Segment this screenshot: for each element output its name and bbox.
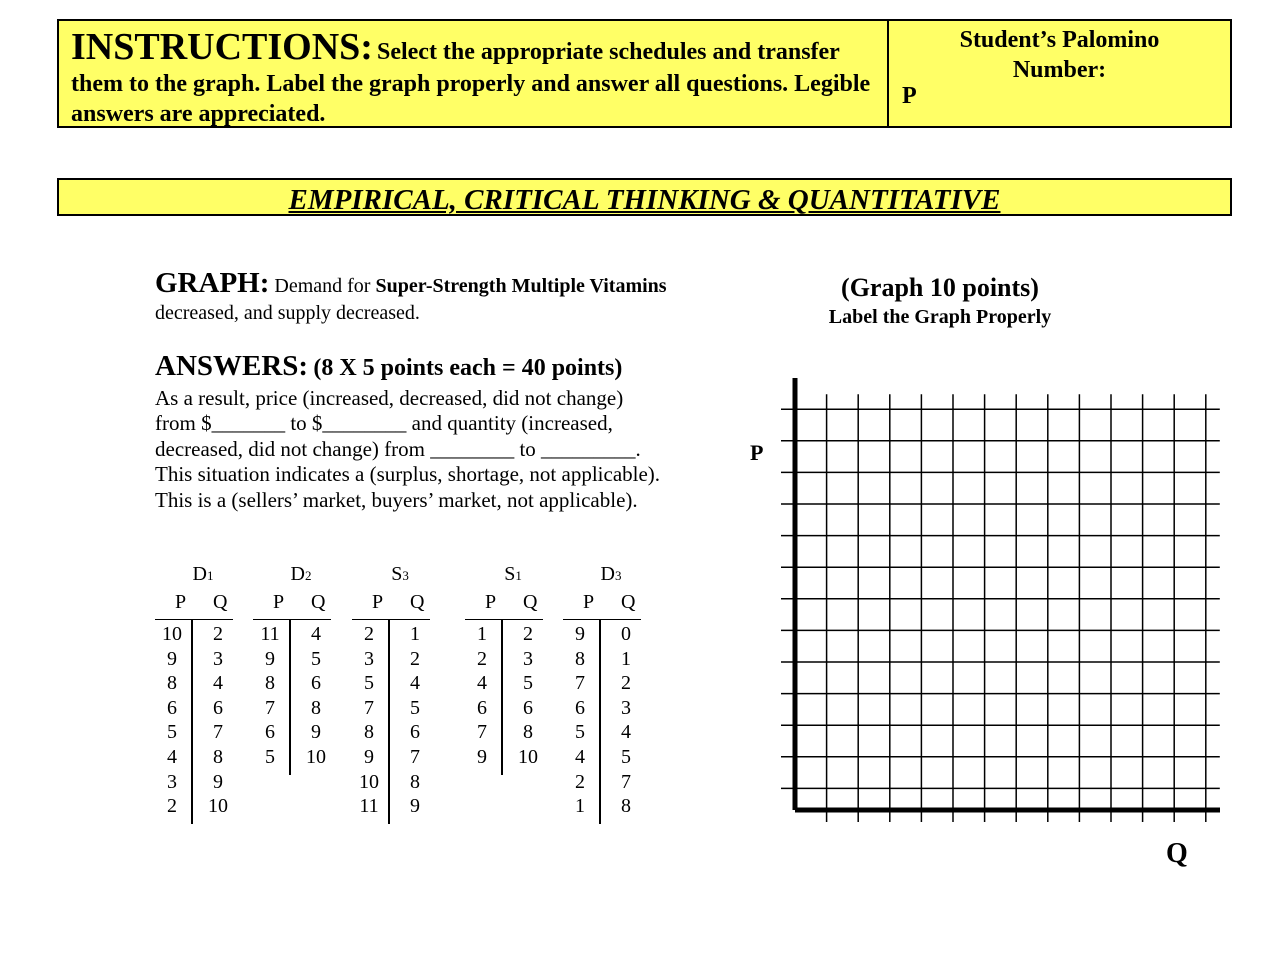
- quantity-cell: 7: [410, 745, 420, 768]
- price-cell: 8: [575, 647, 585, 670]
- quantity-cell: 5: [410, 696, 420, 719]
- quantity-column: [511, 622, 545, 770]
- price-cell: 10: [162, 623, 182, 645]
- quantity-cell: 3: [621, 696, 631, 719]
- answer-line-price-values[interactable]: from $_______ to $________ and quantity (increased,: [155, 411, 613, 435]
- price-cell: 9: [167, 647, 177, 670]
- price-header: P: [273, 591, 285, 613]
- price-cell: 5: [364, 672, 374, 695]
- graph-points: (Graph 10 points): [841, 273, 1039, 302]
- column-divider: [599, 619, 601, 824]
- header-underline: [465, 619, 543, 620]
- column-divider: [289, 619, 291, 775]
- header-underline: [253, 619, 331, 620]
- price-cell: 2: [575, 770, 585, 793]
- price-cell: 2: [477, 647, 487, 670]
- schedule-name: D1: [192, 563, 214, 585]
- price-cell: 3: [364, 647, 374, 670]
- schedule-name: S3: [391, 563, 409, 585]
- quantity-cell: 6: [410, 721, 420, 744]
- answer-line-price[interactable]: As a result, price (increased, decreased, did not change): [155, 385, 624, 410]
- quantity-cell: 6: [311, 672, 321, 695]
- quantity-header: Q: [213, 591, 228, 613]
- column-divider: [388, 619, 390, 824]
- quantity-column: [609, 622, 643, 819]
- price-column: [563, 622, 597, 819]
- quantity-cell: 9: [311, 721, 321, 744]
- price-header: P: [372, 591, 384, 613]
- answer-line-quantity[interactable]: decreased, did not change) from ________ to _________.: [155, 436, 641, 461]
- price-cell: 2: [167, 795, 177, 818]
- price-cell: 7: [364, 696, 374, 719]
- quantity-cell: 10: [306, 745, 326, 768]
- quantity-column: [201, 622, 235, 819]
- answers-section: [155, 350, 755, 513]
- price-cell: 4: [477, 672, 487, 695]
- price-cell: 8: [364, 721, 374, 744]
- price-cell: 9: [265, 647, 275, 670]
- student-number-prefix: P: [902, 83, 917, 109]
- quantity-cell: 0: [621, 623, 631, 645]
- price-cell: 1: [575, 795, 585, 818]
- price-cell: 6: [477, 696, 487, 719]
- quantity-cell: 9: [410, 795, 420, 818]
- quantity-cell: 2: [621, 672, 631, 695]
- graph-heading: GRAPH:: [155, 267, 270, 299]
- quantity-cell: 7: [213, 721, 223, 744]
- quantity-cell: 2: [523, 623, 533, 645]
- header-underline: [155, 619, 233, 620]
- price-cell: 8: [167, 672, 177, 695]
- quantity-cell: 10: [208, 795, 228, 818]
- quantity-cell: 8: [621, 795, 631, 818]
- column-divider: [501, 619, 503, 775]
- quantity-cell: 4: [410, 672, 420, 695]
- quantity-header: Q: [523, 591, 538, 613]
- quantity-cell: 5: [311, 647, 321, 670]
- graph-points-note: [780, 272, 1100, 330]
- price-cell: 11: [359, 795, 379, 818]
- price-cell: 1: [477, 623, 487, 645]
- price-column: [352, 622, 386, 819]
- quantity-cell: 3: [523, 647, 533, 670]
- price-cell: 3: [167, 770, 177, 793]
- price-cell: 6: [167, 696, 177, 719]
- student-number-label: Student’s Palomino Number:: [959, 27, 1160, 83]
- header-underline: [563, 619, 641, 620]
- quantity-column: [398, 622, 432, 819]
- price-header: P: [485, 591, 497, 613]
- graph-label-hint: Label the Graph Properly: [828, 306, 1052, 328]
- column-divider: [191, 619, 193, 824]
- price-cell: 6: [265, 721, 275, 744]
- header-underline: [352, 619, 430, 620]
- quantity-header: Q: [311, 591, 326, 613]
- x-axis-label: Q: [1166, 838, 1188, 869]
- quantity-cell: 8: [213, 745, 223, 768]
- quantity-cell: 6: [523, 696, 533, 719]
- answer-line-market[interactable]: This is a (sellers’ market, buyers’ market, not applicable).: [155, 487, 638, 512]
- student-number-panel[interactable]: [889, 21, 1230, 126]
- price-cell: 5: [575, 721, 585, 744]
- quantity-cell: 8: [410, 770, 420, 793]
- graph-description: GRAPH: Demand for Super-Strength Multiple Vitamins decreased, and supply decreased.: [155, 267, 667, 324]
- price-column: [465, 622, 499, 770]
- price-column: [155, 622, 189, 819]
- price-cell: 4: [167, 745, 177, 768]
- quantity-cell: 4: [311, 623, 321, 645]
- quantity-cell: 1: [621, 647, 631, 670]
- quantity-cell: 8: [311, 696, 321, 719]
- price-cell: 10: [359, 770, 379, 793]
- answers-points: (8 X 5 points each = 40 points): [313, 355, 623, 381]
- quantity-cell: 6: [213, 696, 223, 719]
- price-cell: 9: [575, 623, 585, 645]
- quantity-cell: 2: [410, 647, 420, 670]
- price-cell: 11: [260, 623, 280, 645]
- quantity-column: [299, 622, 333, 770]
- quantity-cell: 9: [213, 770, 223, 793]
- quantity-cell: 4: [213, 672, 223, 695]
- price-cell: 5: [167, 721, 177, 744]
- product-name: Super-Strength Multiple Vitamins: [375, 275, 667, 297]
- quantity-header: Q: [621, 591, 636, 613]
- price-cell: 9: [364, 745, 374, 768]
- instructions-title: INSTRUCTIONS:: [71, 26, 373, 68]
- answers-heading: ANSWERS:: [155, 350, 309, 382]
- instructions-panel: [59, 21, 889, 126]
- price-cell: 5: [265, 745, 275, 768]
- price-cell: 6: [575, 696, 585, 719]
- price-cell: 7: [477, 721, 487, 744]
- price-cell: 8: [265, 672, 275, 695]
- quantity-cell: 1: [410, 623, 420, 645]
- y-axis-label: P: [750, 440, 764, 465]
- quantity-cell: 5: [523, 672, 533, 695]
- quantity-cell: 10: [518, 745, 538, 768]
- section-banner: EMPIRICAL, CRITICAL THINKING & QUANTITATIVE: [57, 178, 1232, 216]
- instructions-box: [57, 19, 1232, 128]
- quantity-cell: 3: [213, 647, 223, 670]
- price-header: P: [583, 591, 595, 613]
- instructions-text: Select the appropriate schedules and transfer them to the graph. Label the graph properly and answer all questions. Legible answers are appreciated.: [71, 39, 871, 127]
- answer-line-situation[interactable]: This situation indicates a (surplus, shortage, not applicable).: [155, 462, 661, 486]
- price-cell: 4: [575, 745, 585, 768]
- quantity-cell: 7: [621, 770, 631, 793]
- schedule-name: D2: [290, 563, 312, 585]
- quantity-cell: 2: [213, 623, 223, 645]
- quantity-header: Q: [410, 591, 425, 613]
- price-header: P: [175, 591, 187, 613]
- quantity-cell: 5: [621, 745, 631, 768]
- price-cell: 7: [265, 696, 275, 719]
- price-cell: 9: [477, 745, 487, 768]
- price-column: [253, 622, 287, 770]
- schedule-name: D3: [600, 563, 622, 585]
- schedule-name: S1: [504, 563, 522, 585]
- quantity-cell: 4: [621, 721, 631, 744]
- price-cell: 7: [575, 672, 585, 695]
- quantity-cell: 8: [523, 721, 533, 744]
- blank-graph-grid[interactable]: [750, 370, 1220, 830]
- price-cell: 2: [364, 623, 374, 645]
